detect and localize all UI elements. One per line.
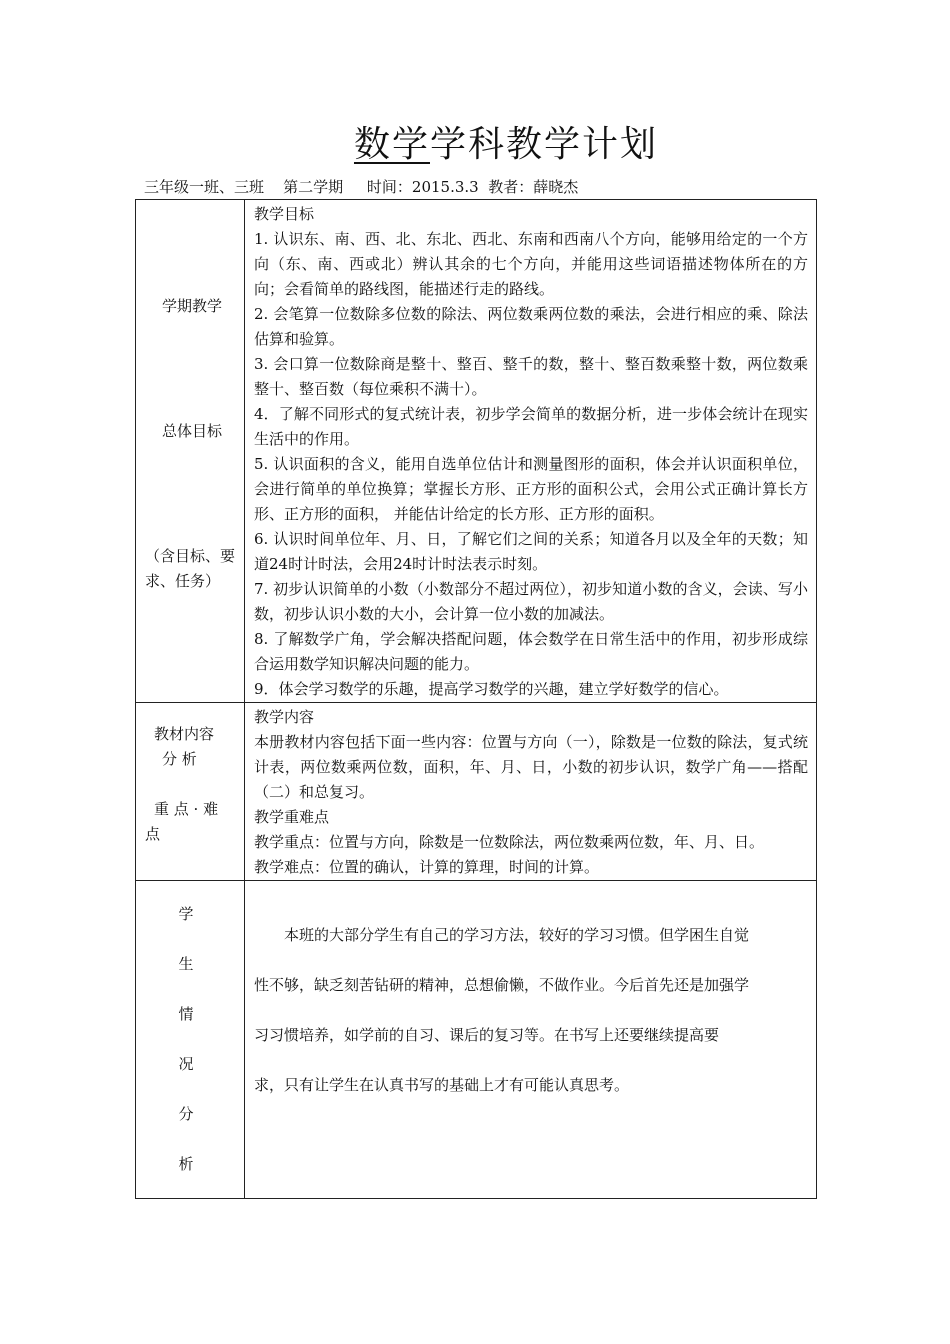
label-material-content: 教材内容 <box>154 725 215 743</box>
title-subject: 数学 <box>353 124 430 165</box>
label-overall-goals: 总体目标 <box>162 422 223 440</box>
cell-teaching-goals <box>245 200 817 703</box>
goal-item: 1. 认识东、南、西、北、东北、西北、东南和西南八个方向，能够用给定的一个方向（东、南、西或北）辨认其余的七个方向，并能用这些词语描述物体所在的方向；会看简单的路线图，能描述行走的路线。 <box>254 230 808 298</box>
label-char: 分 <box>178 1105 194 1123</box>
plan-table <box>135 199 817 1199</box>
cell-semester-label <box>136 200 245 703</box>
goal-item: 4．了解不同形式的复式统计表，初步学会简单的数据分析，进一步体会统计在现实生活中的作用。 <box>254 405 808 448</box>
goal-item: 5. 认识面积的含义，能用自选单位估计和测量图形的面积，体会并认识面积单位，会进行简单的单位换算；掌握长方形、正方形的面积公式，会用公式正确计算长方形、正方形的面积， 并能估计给定的长方形、正方形的面积。 <box>254 455 808 523</box>
heading-teaching-content: 教学内容 <box>254 708 315 726</box>
heading-key-difficult: 教学重难点 <box>254 808 330 826</box>
key-points-text: 教学重点：位置与方向，除数是一位数除法，两位数乘两位数，年、月、日。 <box>254 833 765 851</box>
student-analysis-label <box>136 881 236 1189</box>
label-key-a: 重 点 · 难 <box>154 800 219 818</box>
label-includes-a: （含目标、要 <box>145 547 236 565</box>
cell-student-analysis <box>245 881 817 1199</box>
cell-teaching-content <box>245 703 817 881</box>
label-char: 况 <box>178 1055 194 1073</box>
label-char: 学 <box>178 905 194 923</box>
label-includes-b: 求、任务） <box>145 572 221 590</box>
heading-teaching-goals: 教学目标 <box>254 205 315 223</box>
label-semester-teaching: 学期教学 <box>162 297 223 315</box>
analysis-line: 习习惯培养，如学前的自习、课后的复习等。在书写上还要继续提高要 <box>254 1026 720 1044</box>
row-material-analysis <box>136 703 817 881</box>
label-analysis: 分 析 <box>162 750 197 768</box>
analysis-line: 本班的大部分学生有自己的学习方法，较好的学习习惯。但学困生自觉 <box>254 926 750 944</box>
title-rest: 学科教学计划 <box>430 124 659 165</box>
cell-student-label <box>136 881 245 1199</box>
label-char: 析 <box>178 1155 194 1173</box>
label-char: 生 <box>178 955 194 973</box>
goal-item: 8. 了解数学广角，学会解决搭配问题，体会数学在日常生活中的作用，初步形成综合运用数学知识解决问题的能力。 <box>254 630 808 673</box>
difficulties-text: 教学难点：位置的确认，计算的算理，时间的计算。 <box>254 858 600 876</box>
row-semester-goals <box>136 200 817 703</box>
analysis-line: 性不够，缺乏刻苦钻研的精神，总想偷懒，不做作业。今后首先还是加强学 <box>254 976 750 994</box>
goal-item: 9．体会学习数学的乐趣，提高学习数学的兴趣，建立学好数学的信心。 <box>254 680 729 698</box>
goal-item: 2. 会笔算一位数除多位数的除法、两位数乘两位数的乘法，会进行相应的乘、除法估算和验算。 <box>254 305 808 348</box>
page-title <box>0 122 950 168</box>
analysis-line: 求，只有让学生在认真书写的基础上才有可能认真思考。 <box>254 1076 630 1094</box>
label-char: 情 <box>178 1005 194 1023</box>
label-key-b: 点 <box>145 825 161 843</box>
cell-material-label <box>136 703 245 881</box>
goal-item: 6. 认识时间单位年、月、日，了解它们之间的关系；知道各月以及全年的天数；知道24时计时法，会用24时计时法表示时刻。 <box>254 530 808 573</box>
subtitle: 三年级一班、三班 第二学期 时间：2015.3.3 教者：薛晓杰 <box>144 178 579 196</box>
goal-item: 7. 初步认识简单的小数（小数部分不超过两位），初步知道小数的含义，会读、写小数，初步认识小数的大小，会计算一位小数的加减法。 <box>254 580 808 623</box>
row-student-analysis <box>136 881 817 1199</box>
goal-item: 3. 会口算一位数除商是整十、整百、整千的数，整十、整百数乘整十数，两位数乘整十、整百数（每位乘积不满十）。 <box>254 355 808 398</box>
content-text: 本册教材内容包括下面一些内容：位置与方向（一），除数是一位数的除法，复式统计表，两位数乘两位数，面积，年、月、日，小数的初步认识，数学广角——搭配（二）和总复习。 <box>254 733 808 801</box>
